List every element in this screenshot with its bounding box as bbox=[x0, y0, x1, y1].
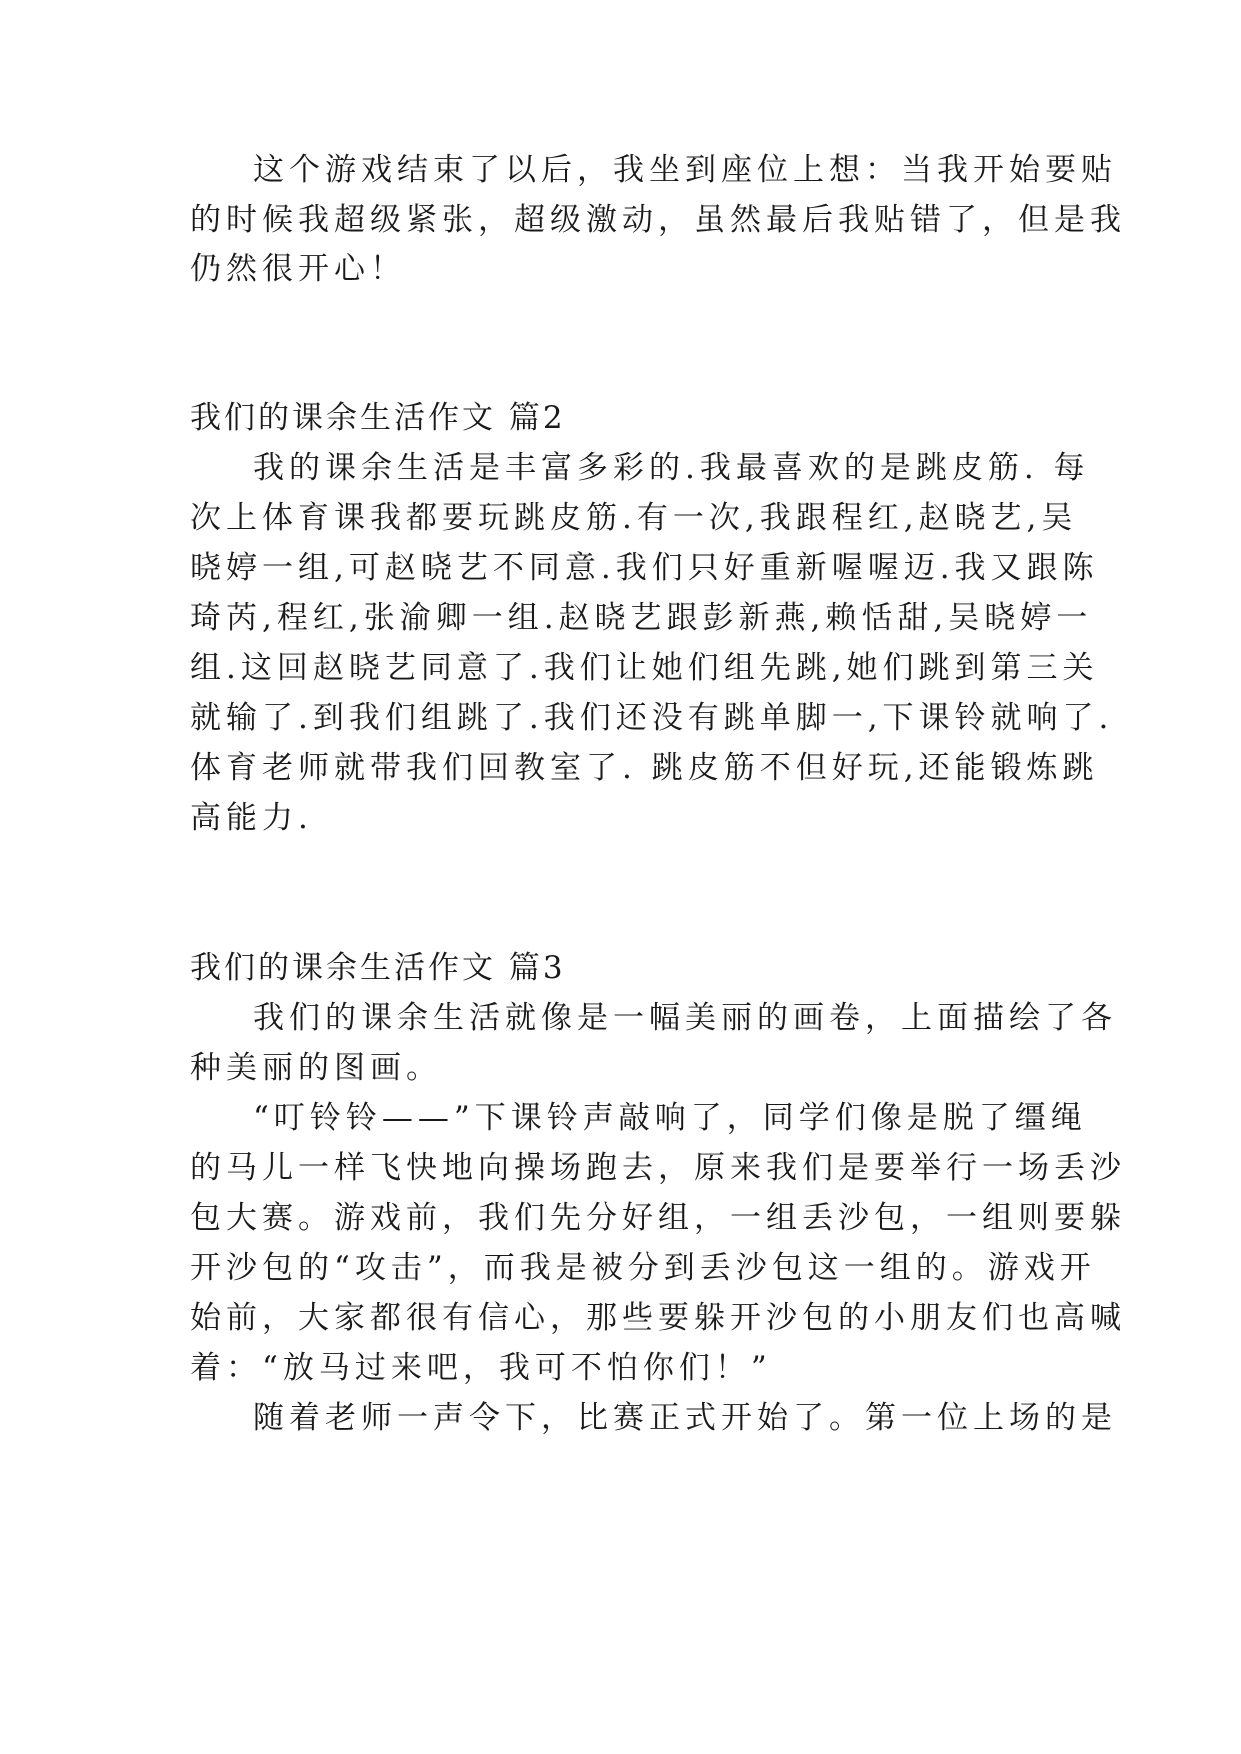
paragraph-line: 晓婷一组,可赵晓艺不同意.我们只好重新喔喔迈.我又跟陈 bbox=[190, 550, 1099, 586]
paragraph-line: 这个游戏结束了以后，我坐到座位上想：当我开始要贴 bbox=[253, 152, 1117, 188]
paragraph-line: 随着老师一声令下，比赛正式开始了。第一位上场的是 bbox=[253, 1400, 1117, 1436]
paragraph-line: 组.这回赵晓艺同意了.我们让她们组先跳,她们跳到第三关 bbox=[190, 650, 1099, 686]
paragraph-line: 始前，大家都很有信心，那些要躲开沙包的小朋友们也高喊 bbox=[190, 1300, 1126, 1336]
paragraph-line: 就输了.到我们组跳了.我们还没有跳单脚一,下课铃就响了. bbox=[190, 700, 1114, 736]
paragraph-line: 高能力. bbox=[190, 800, 313, 836]
paragraph-line: “叮铃铃——”下课铃声敲响了，同学们像是脱了缰绳 bbox=[253, 1100, 1087, 1136]
paragraph-line: 的马儿一样飞快地向操场跑去，原来我们是要举行一场丢沙 bbox=[190, 1150, 1126, 1186]
paragraph-line: 琦芮,程红,张渝卿一组.赵晓艺跟彭新燕,赖恬甜,吴晓婷一 bbox=[190, 600, 1093, 636]
paragraph-line: 开沙包的“攻击”，而我是被分到丢沙包这一组的。游戏开 bbox=[190, 1250, 1096, 1286]
paragraph-line: 仍然很开心！ bbox=[190, 251, 406, 287]
paragraph-line: 包大赛。游戏前，我们先分好组，一组丢沙包，一组则要躲 bbox=[190, 1200, 1126, 1236]
paragraph-line: 我的课余生活是丰富多彩的.我最喜欢的是跳皮筋. 每 bbox=[253, 450, 1090, 486]
paragraph-line: 次上体育课我都要玩跳皮筋.有一次,我跟程红,赵晓艺,吴 bbox=[190, 500, 1078, 536]
section-heading: 我们的课余生活作文 篇2 bbox=[190, 400, 566, 436]
paragraph-line: 体育老师就带我们回教室了. 跳皮筋不但好玩,还能锻炼跳 bbox=[190, 750, 1099, 786]
section-heading: 我们的课余生活作文 篇3 bbox=[190, 950, 566, 986]
paragraph-line: 种美丽的图画。 bbox=[190, 1050, 442, 1086]
paragraph-line: 的时候我超级紧张，超级激动，虽然最后我贴错了，但是我 bbox=[190, 202, 1126, 238]
paragraph-line: 着：“放马过来吧，我可不怕你们！” bbox=[190, 1350, 772, 1386]
paragraph-line: 我们的课余生活就像是一幅美丽的画卷，上面描绘了各 bbox=[253, 1000, 1117, 1036]
